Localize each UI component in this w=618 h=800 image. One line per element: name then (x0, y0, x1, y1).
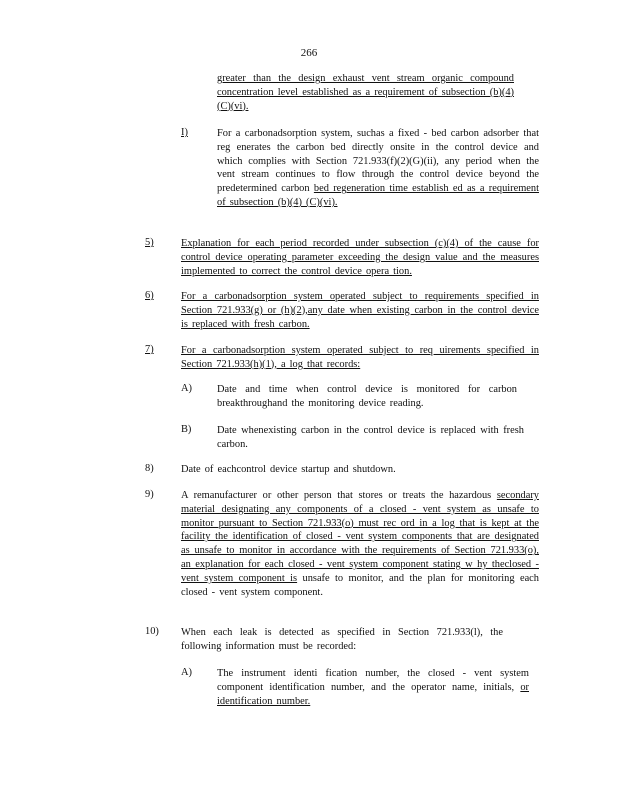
item-8-text: Date of eachcontrol device startup and shutdown. (181, 464, 396, 475)
item-l-underlined: bed regeneration time establish ed as a requirement of subsection (b)(4) (C)(vi). (217, 183, 539, 208)
item-7b-text: Date whenexisting carbon in the control device is replaced with fresh carbon. (217, 425, 524, 450)
item-marker-8: 8) (145, 463, 154, 474)
item-marker-l: I) (181, 127, 188, 138)
item-7a-text: Date and time when control device is monitored for carbon breakthroughand the monitoring device reading. (217, 384, 517, 409)
item-5-text: Explanation for each period recorded under subsection (c)(4) of the cause for control device operating parameter exceeding the design value and the measures implemented to correct the control device opera tion. (181, 238, 539, 277)
item-marker-6: 6) (145, 290, 154, 301)
item-9-underlined: secondary material designating any components of a closed - vent system as unsafe to monitor pursuant to Section 721.933(o) must rec ord in a log that is kept at the facility the identification of closed - vent system components that are designated as unsafe to monitor in accordance with the requirements of Section 721.933(o), an explanation for each closed - vent system component stating w hy theclosed - vent system component is (181, 490, 539, 584)
item-marker-9: 9) (145, 489, 154, 500)
item-9-body: A remanufacturer or other person that stores or treats the hazardous (181, 490, 492, 501)
item-l-text (217, 127, 539, 210)
item-10a-body: The instrument identi fication number, the closed - vent system component identification number, and the operator name, initials, (217, 668, 529, 693)
item-marker-7b: B) (181, 424, 192, 435)
item-10a-underlined: or identification number. (217, 681, 529, 707)
item-marker-7: 7) (145, 344, 154, 355)
item-9-text (181, 489, 539, 599)
item-7-text: For a carbonadsorption system operated subject to req uirements specified in Section 721.933(h)(1), a log that records: (181, 345, 539, 370)
item-marker-10: 10) (145, 626, 159, 637)
item-marker-7a: A) (181, 383, 192, 394)
item-marker-10a: A) (181, 667, 192, 678)
continuation-text: greater than the design exhaust vent stream organic compound concentration level established as a requirement of subsection (b)(4) (C)(vi). (217, 73, 514, 112)
item-6-text: For a carbonadsorption system operated subject to requirements specified in Section 721.933(g) or (h)(2),any date when existing carbon in the control device is replaced with fresh carbon. (181, 291, 539, 330)
item-10a-text (217, 667, 529, 708)
page-number: 266 (300, 47, 318, 59)
item-9-after: unsafe to monitor, and the plan for monitoring each closed - vent system component. (181, 572, 539, 598)
item-l-body: For a carbonadsorption system, suchas a fixed - bed carbon adsorber that reg enerates the carbon bed directly onsite in the control device and which complies with Section 721.933(f)(2)(G)(ii), any period when the vent stream continues to flow through the control device beyond the predetermined carbon (217, 128, 539, 195)
item-marker-5: 5) (145, 237, 154, 248)
item-10-text: When each leak is detected as specified in Section 721.933(l), the following information must be recorded: (181, 627, 503, 652)
